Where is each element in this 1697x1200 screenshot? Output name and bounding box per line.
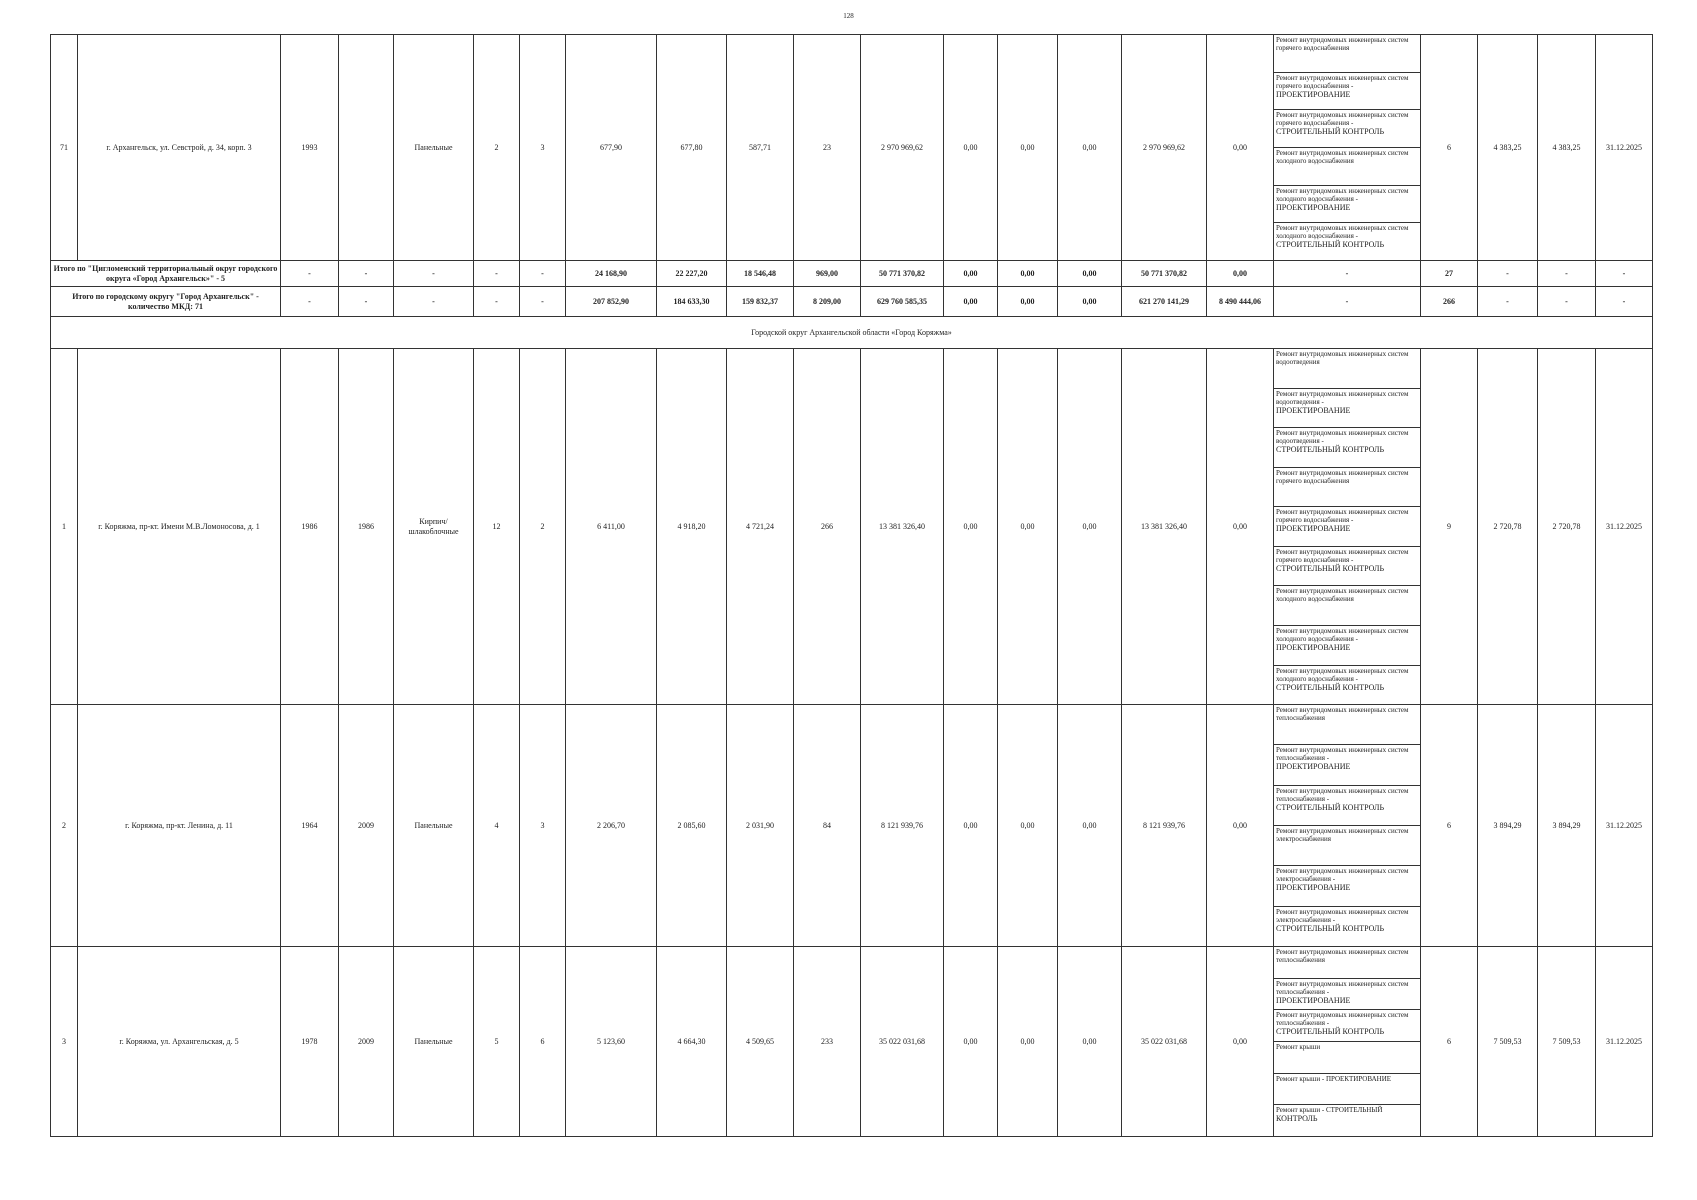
page-number: 128 [843, 12, 854, 20]
address: г. Коряжма, пр-кт. Ленина, д. 11 [78, 705, 281, 947]
work-item: Ремонт внутридомовых инженерных систем водоотведения [1274, 349, 1420, 389]
subtotal-cost-federal: 0,00 [944, 261, 998, 287]
cost-local: 0,00 [1058, 349, 1122, 705]
area-premises: 2 085,60 [657, 705, 727, 947]
work-item: Ремонт внутридомовых инженерных систем холодного водоснабжения - ПРОЕКТИРОВАНИЕ [1274, 626, 1420, 666]
cost-other: 0,00 [1207, 705, 1274, 947]
subtotal-residents: 8 209,00 [794, 287, 861, 317]
area-premises: 4 918,20 [657, 349, 727, 705]
floors: 5 [474, 947, 520, 1137]
cost-regional: 0,00 [998, 349, 1058, 705]
row-number: 71 [51, 35, 78, 261]
cost-other: 0,00 [1207, 349, 1274, 705]
entrances: 6 [520, 947, 566, 1137]
work-item: Ремонт внутридомовых инженерных систем электроснабжения - СТРОИТЕЛЬНЫЙ КОНТРОЛЬ [1276, 907, 1409, 933]
building-row [51, 35, 1653, 261]
cost-owners: 13 381 326,40 [1122, 349, 1207, 705]
work-item: Ремонт внутридомовых инженерных систем теплоснабжения - СТРОИТЕЛЬНЫЙ КОНТРОЛЬ [1274, 786, 1420, 826]
work-item: Ремонт внутридомовых инженерных систем водоотведения - ПРОЕКТИРОВАНИЕ [1274, 389, 1420, 429]
deadline: 31.12.2025 [1596, 705, 1653, 947]
work-item: Ремонт внутридомовых инженерных систем теплоснабжения [1274, 705, 1420, 745]
cost-federal: 0,00 [944, 947, 998, 1137]
dash-cell: - [1538, 261, 1596, 287]
works-list [1274, 35, 1421, 261]
work-item: Ремонт внутридомовых инженерных систем горячего водоснабжения - СТРОИТЕЛЬНЫЙ КОНТРОЛЬ [1274, 110, 1420, 148]
subtotal-residents: 969,00 [794, 261, 861, 287]
work-item: Ремонт внутридомовых инженерных систем горячего водоснабжения - ПРОЕКТИРОВАНИЕ [1274, 73, 1420, 111]
dash-cell: - [520, 287, 566, 317]
subtotal-label: Итого по городскому округу "Город Архангельск" - количество МКД: 71 [51, 287, 281, 317]
year-reconstruction: 2009 [339, 705, 394, 947]
cost-local: 0,00 [1058, 947, 1122, 1137]
work-item: Ремонт внутридомовых инженерных систем горячего водоснабжения - ПРОЕКТИРОВАНИЕ [1274, 507, 1420, 547]
floors: 12 [474, 349, 520, 705]
dash-cell: - [339, 261, 394, 287]
deadline: 31.12.2025 [1596, 947, 1653, 1137]
subtotal-row [51, 261, 1653, 287]
subtotal-cost-other: 8 490 444,06 [1207, 287, 1274, 317]
cost-owners: 2 970 969,62 [1122, 35, 1207, 261]
subtotal-work-count: 266 [1421, 287, 1478, 317]
cost-other: 0,00 [1207, 35, 1274, 261]
cost-total: 35 022 031,68 [861, 947, 944, 1137]
unit-cost-limit: 4 383,25 [1538, 35, 1596, 261]
cost-total: 8 121 939,76 [861, 705, 944, 947]
building-row [51, 705, 1653, 947]
cost-regional: 0,00 [998, 35, 1058, 261]
works-list [1274, 705, 1421, 947]
floors: 4 [474, 705, 520, 947]
work-item: Ремонт внутридомовых инженерных систем теплоснабжения - ПРОЕКТИРОВАНИЕ [1274, 979, 1420, 1011]
unit-cost-limit: 3 894,29 [1538, 705, 1596, 947]
work-count: 6 [1421, 705, 1478, 947]
subtotal-area-premises: 22 227,20 [657, 261, 727, 287]
entrances: 3 [520, 35, 566, 261]
cost-total: 2 970 969,62 [861, 35, 944, 261]
work-item: Ремонт внутридомовых инженерных систем холодного водоснабжения [1274, 586, 1420, 626]
year-reconstruction [339, 35, 394, 261]
row-number: 1 [51, 349, 78, 705]
work-item: Ремонт внутридомовых инженерных систем горячего водоснабжения [1274, 35, 1420, 73]
work-item: Ремонт внутридомовых инженерных систем электроснабжения - ПРОЕКТИРОВАНИЕ [1274, 866, 1420, 906]
work-item: Ремонт внутридомовых инженерных систем холодного водоснабжения - ПРОЕКТИРОВАНИЕ [1274, 186, 1420, 224]
dash-cell: - [281, 261, 339, 287]
entrances: 2 [520, 349, 566, 705]
unit-cost: 7 509,53 [1478, 947, 1538, 1137]
dash-cell: - [1478, 287, 1538, 317]
work-item: Ремонт внутридомовых инженерных систем водоотведения - СТРОИТЕЛЬНЫЙ КОНТРОЛЬ [1274, 428, 1420, 468]
dash-cell: - [281, 287, 339, 317]
work-item: Ремонт внутридомовых инженерных систем теплоснабжения - СТРОИТЕЛЬНЫЙ КОНТРОЛЬ [1274, 1010, 1420, 1042]
area-premises: 677,80 [657, 35, 727, 261]
dash-cell: - [394, 287, 474, 317]
unit-cost-limit: 7 509,53 [1538, 947, 1596, 1137]
cost-total: 13 381 326,40 [861, 349, 944, 705]
subtotal-cost-owners: 621 270 141,29 [1122, 287, 1207, 317]
subtotal-label: Итого по "Цигломенский территориальный округ городского округа «Город Архангельск»" - 5 [51, 261, 281, 287]
area-premises: 4 664,30 [657, 947, 727, 1137]
subtotal-cost-local: 0,00 [1058, 287, 1122, 317]
area-residential: 4 509,65 [727, 947, 794, 1137]
work-item: Ремонт внутридомовых инженерных систем горячего водоснабжения - СТРОИТЕЛЬНЫЙ КОНТРОЛЬ [1274, 547, 1420, 587]
building-row [51, 947, 1653, 1137]
subtotal-cost-regional: 0,00 [998, 287, 1058, 317]
capital-repair-register-table [50, 34, 1653, 1137]
subtotal-cost-federal: 0,00 [944, 287, 998, 317]
area-residential: 4 721,24 [727, 349, 794, 705]
work-item: Ремонт внутридомовых инженерных систем теплоснабжения - ПРОЕКТИРОВАНИЕ [1274, 745, 1420, 785]
area-residential: 587,71 [727, 35, 794, 261]
year-built: 1978 [281, 947, 339, 1137]
year-built: 1986 [281, 349, 339, 705]
works-list [1274, 349, 1421, 705]
work-item: Ремонт внутридомовых инженерных систем теплоснабжения [1274, 947, 1420, 979]
area-total: 2 206,70 [566, 705, 657, 947]
area-total: 6 411,00 [566, 349, 657, 705]
subtotal-area-total: 24 168,90 [566, 261, 657, 287]
cost-regional: 0,00 [998, 947, 1058, 1137]
year-built: 1993 [281, 35, 339, 261]
area-total: 677,90 [566, 35, 657, 261]
entrances: 3 [520, 705, 566, 947]
work-item: Ремонт внутридомовых инженерных систем горячего водоснабжения [1274, 468, 1420, 508]
row-number: 2 [51, 705, 78, 947]
subtotal-area-residential: 18 546,48 [727, 261, 794, 287]
work-item: Ремонт внутридомовых инженерных систем холодного водоснабжения - СТРОИТЕЛЬНЫЙ КОНТРОЛЬ [1276, 666, 1409, 692]
wall-material: Панельные [394, 947, 474, 1137]
year-built: 1964 [281, 705, 339, 947]
address: г. Архангельск, ул. Севстрой, д. 34, корп. 3 [78, 35, 281, 261]
subtotal-cost-local: 0,00 [1058, 261, 1122, 287]
subtotal-row [51, 287, 1653, 317]
dash-cell: - [394, 261, 474, 287]
subtotal-area-residential: 159 832,37 [727, 287, 794, 317]
residents: 266 [794, 349, 861, 705]
cost-owners: 8 121 939,76 [1122, 705, 1207, 947]
unit-cost: 3 894,29 [1478, 705, 1538, 947]
floors: 2 [474, 35, 520, 261]
work-count: 6 [1421, 947, 1478, 1137]
deadline: 31.12.2025 [1596, 35, 1653, 261]
dash-cell: - [474, 261, 520, 287]
area-total: 5 123,60 [566, 947, 657, 1137]
cost-local: 0,00 [1058, 35, 1122, 261]
works-list [1274, 947, 1421, 1137]
section-title: Городской округ Архангельской области «Город Коряжма» [51, 317, 1653, 349]
building-row [51, 349, 1653, 705]
work-count: 9 [1421, 349, 1478, 705]
subtotal-cost-total: 629 760 585,35 [861, 287, 944, 317]
dash-cell: - [1478, 261, 1538, 287]
dash-cell: - [1596, 261, 1653, 287]
residents: 84 [794, 705, 861, 947]
year-reconstruction: 2009 [339, 947, 394, 1137]
address: г. Коряжма, ул. Архангельская, д. 5 [78, 947, 281, 1137]
subtotal-cost-other: 0,00 [1207, 261, 1274, 287]
subtotal-work-count: 27 [1421, 261, 1478, 287]
dash-cell: - [339, 287, 394, 317]
work-item: Ремонт крыши - ПРОЕКТИРОВАНИЕ [1274, 1074, 1420, 1106]
residents: 23 [794, 35, 861, 261]
work-count: 6 [1421, 35, 1478, 261]
work-item: Ремонт крыши [1274, 1042, 1420, 1074]
cost-federal: 0,00 [944, 349, 998, 705]
address: г. Коряжма, пр-кт. Имени М.В.Ломоносова, д. 1 [78, 349, 281, 705]
work-item: Ремонт внутридомовых инженерных систем холодного водоснабжения [1274, 148, 1420, 186]
dash-cell: - [1596, 287, 1653, 317]
section-header-row [51, 317, 1653, 349]
residents: 233 [794, 947, 861, 1137]
wall-material: Панельные [394, 35, 474, 261]
unit-cost-limit: 2 720,78 [1538, 349, 1596, 705]
year-reconstruction: 1986 [339, 349, 394, 705]
wall-material: Панельные [394, 705, 474, 947]
cost-local: 0,00 [1058, 705, 1122, 947]
subtotal-area-total: 207 852,90 [566, 287, 657, 317]
subtotal-area-premises: 184 633,30 [657, 287, 727, 317]
dash-cell: - [520, 261, 566, 287]
work-item: Ремонт крыши - СТРОИТЕЛЬНЫЙ КОНТРОЛЬ [1276, 1106, 1383, 1124]
area-residential: 2 031,90 [727, 705, 794, 947]
dash-cell: - [1538, 287, 1596, 317]
work-item: Ремонт внутридомовых инженерных систем холодного водоснабжения - СТРОИТЕЛЬНЫЙ КОНТРОЛЬ [1276, 224, 1409, 250]
dash-cell: - [474, 287, 520, 317]
cost-federal: 0,00 [944, 35, 998, 261]
work-item: Ремонт внутридомовых инженерных систем электроснабжения [1274, 826, 1420, 866]
subtotal-cost-regional: 0,00 [998, 261, 1058, 287]
unit-cost: 2 720,78 [1478, 349, 1538, 705]
cost-owners: 35 022 031,68 [1122, 947, 1207, 1137]
cost-federal: 0,00 [944, 705, 998, 947]
row-number: 3 [51, 947, 78, 1137]
wall-material: Кирпич/шлакоблочные [394, 349, 474, 705]
cost-other: 0,00 [1207, 947, 1274, 1137]
cost-regional: 0,00 [998, 705, 1058, 947]
subtotal-cost-owners: 50 771 370,82 [1122, 261, 1207, 287]
deadline: 31.12.2025 [1596, 349, 1653, 705]
dash-cell: - [1274, 261, 1421, 287]
unit-cost: 4 383,25 [1478, 35, 1538, 261]
dash-cell: - [1274, 287, 1421, 317]
subtotal-cost-total: 50 771 370,82 [861, 261, 944, 287]
